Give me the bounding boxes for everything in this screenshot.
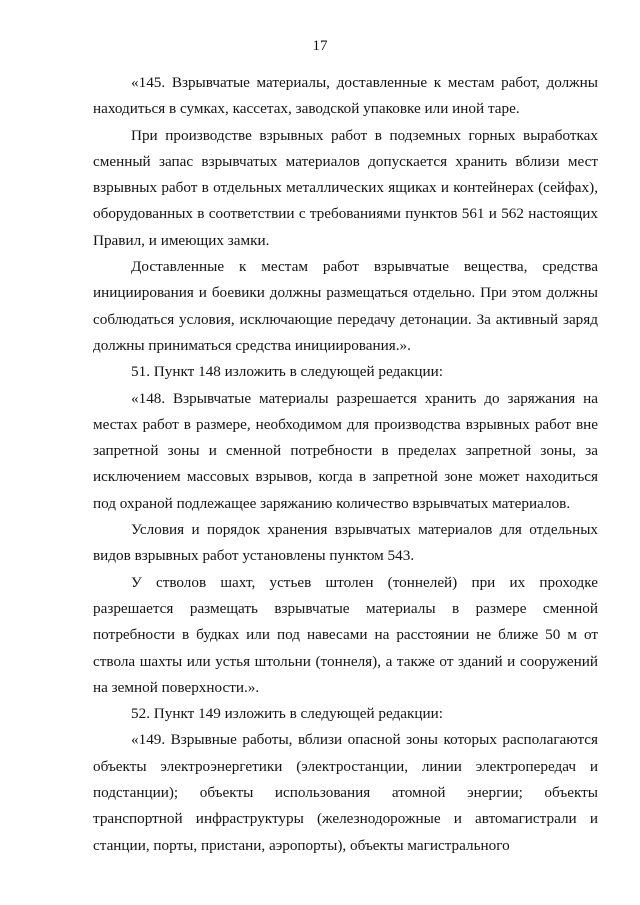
paragraph-separate-placement: Доставленные к местам работ взрывчатые вещества, средства инициирования и боевики должны размещаться отдельно. При этом должны соблюдаться условия, исключающие передачу детонации. За активный заряд должны приниматься средства инициирования.». — [93, 258, 598, 354]
paragraph-underground-storage: При производстве взрывных работ в подземных горных выработках сменный запас взрывчатых материалов допускается хранить вблизи мест взрывных работ в отдельных металлических ящиках и контейнерах (сейфах), оборудованных в соответствии с требованиями пунктов 561 и 562 настоящих Правил, и имеющих замки. — [93, 126, 598, 249]
paragraph-149-intro: «149. Взрывные работы, вблизи опасной зоны которых располагаются объекты электроэнергетики (электростанции, линии электропередач и подстанции); объекты использования атомной энергии; объекты транспортной инфраструктуры (железнодорожные и автомагистрали и станции, порты, пристани, аэропорты), объекты магистрального — [93, 731, 598, 854]
paragraph-storage-conditions: Условия и порядок хранения взрывчатых материалов для отдельных видов взрывных работ установлены пунктом 543. — [93, 521, 598, 565]
paragraph-item-52: 52. Пункт 149 изложить в следующей редакции: — [131, 705, 444, 723]
paragraph-item-51: 51. Пункт 148 изложить в следующей редакции: — [131, 363, 444, 381]
paragraph-shaft-storage: У стволов шахт, устьев штолен (тоннелей) при их проходке разрешается размещать взрывчатые материалы в размере сменной потребности в будках или под навесами на расстоянии не ближе 50 м от ствола шахты или устья штольни (тоннеля), а также от зданий и сооружений на земной поверхности.». — [93, 573, 598, 696]
paragraph-148-intro: «148. Взрывчатые материалы разрешается хранить до заряжания на местах работ в размере, необходимом для производства взрывных работ вне запретной зоны и сменной потребности в пределах запретной зоны, за исключением массовых взрывов, когда в запретной зоне может находиться под охраной подлежащее заряжанию количество взрывчатых материалов. — [93, 389, 598, 512]
page-number: 17 — [312, 38, 328, 54]
paragraph-145-intro: «145. Взрывчатые материалы, доставленные к местам работ, должны находиться в сумках, кассетах, заводской упаковке или иной таре. — [93, 74, 598, 118]
document-body — [93, 70, 598, 859]
